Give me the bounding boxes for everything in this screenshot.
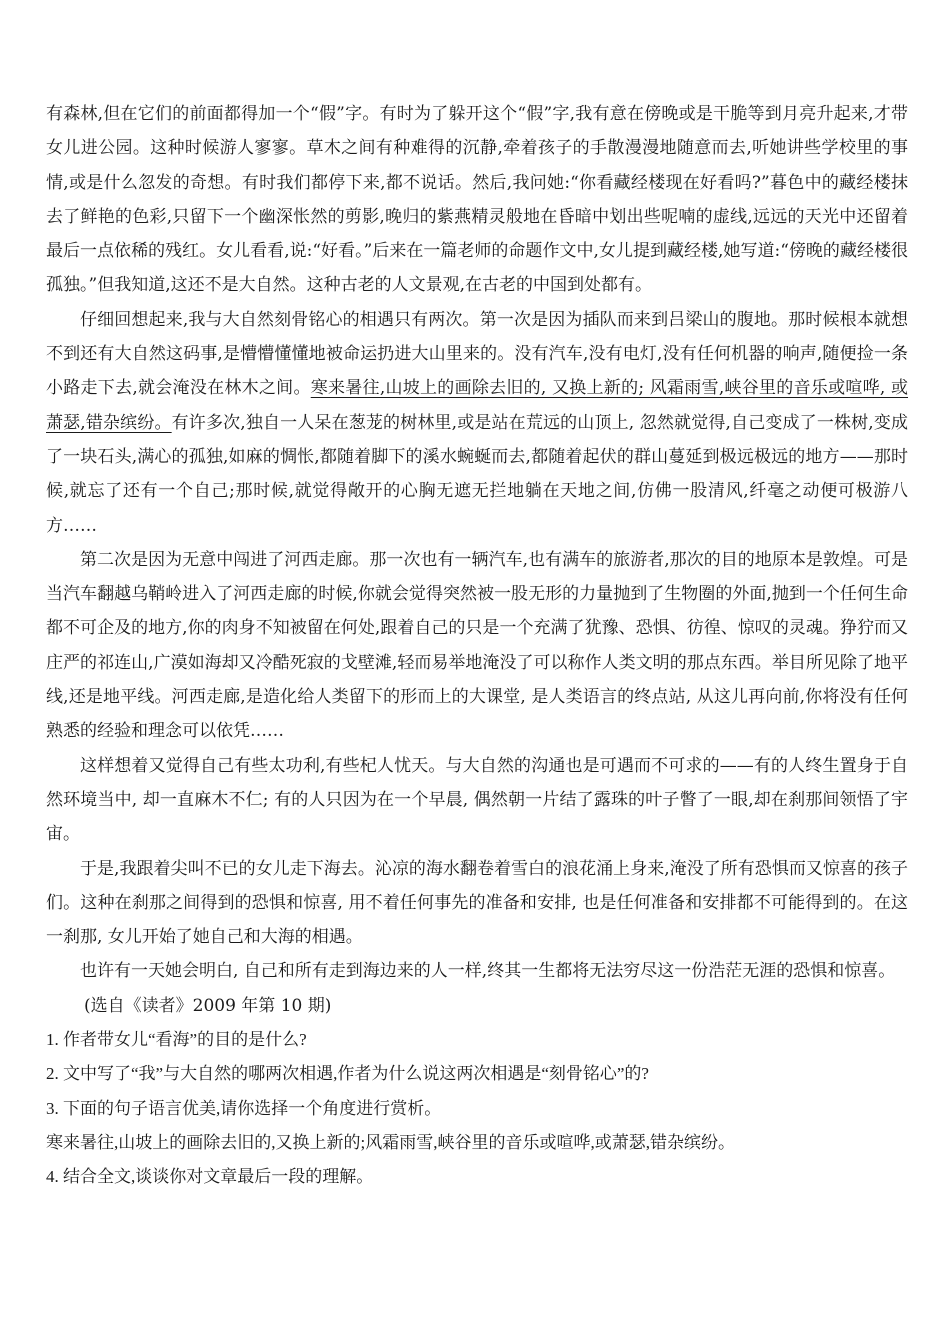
paragraph-4: 这样想着又觉得自己有些太功利,有些杞人忧天。与大自然的沟通也是可遇而不可求的——有的人终生置身于自然环境当中, 却一直麻木不仁; 有的人只因为在一个早晨, 偶然朝一片结了露珠的叶子瞥了一眼,却在刹那间领悟了宇宙。 xyxy=(46,755,908,845)
article-body xyxy=(46,97,908,1195)
question-3: 3. 下面的句子语言优美,请你选择一个角度进行赏析。 xyxy=(46,1098,442,1118)
paragraph-6: 也许有一天她会明白, 自己和所有走到海边来的人一样,终其一生都将无法穷尽这一份浩茫无涯的恐惧和惊喜。 xyxy=(80,961,896,982)
question-3-quoted-sentence: 寒来暑往,山坡上的画除去旧的,又换上新的;风霜雨雪,峡谷里的音乐或喧哗,或萧瑟,错杂缤纷。 xyxy=(46,1132,735,1152)
paragraph-2-start: 仔细回想起来,我与大自然刻骨铭心的相遇只有两次。第一次是因为插队而来到吕梁山的腹地。那时候根本就想不到还有大自然这码事,是懵懵懂懂地被命运扔进大山里来的。没有汽车,没有电灯,没有任何机器的响声,随便捡一条小路走下去,就会淹没在林木之间。 xyxy=(46,309,908,399)
question-1: 1. 作者带女儿“看海”的目的是什么? xyxy=(46,1030,307,1050)
paragraph-2-end: 有许多次,独自一人呆在葱茏的树林里,或是站在荒远的山顶上, 忽然就觉得,自己变成了一株树,变成了一块石头,满心的孤独,如麻的惆怅,都随着脚下的溪水蜿蜒而去,都随着起伏的群山蔓延到极远极远的地方——那时候,就忘了还有一个自己;那时候,就觉得敞开的心胸无遮无拦地躺在天地之间,仿佛一股清风,纤毫之动便可极游八方…… xyxy=(46,412,909,536)
source-citation: (选自《读者》2009 年第 10 期) xyxy=(84,995,332,1016)
paragraph-1: 有森林,但在它们的前面都得加一个“假”字。有时为了躲开这个“假”字,我有意在傍晚或是干脆等到月亮升起来,才带女儿进公园。这种时候游人寥寥。草木之间有种难得的沉静,牵着孩子的手散漫漫地随意而去,听她讲些学校里的事情,或是什么忽发的奇想。有时我们都停下来,都不说话。然后,我问她:“你看藏经楼现在好看吗?”暮色中的藏经楼抹去了鲜艳的色彩,只留下一个幽深怅然的剪影,晚归的紫燕精灵般地在昏暗中划出些呢喃的虚线,远远的天光中还留着最后一点依稀的残红。女儿看看,说:“好看。”后来在一篇老师的命题作文中,女儿提到藏经楼,她写道:“傍晚的藏经楼很孤独。”但我知道,这还不是大自然。这种古老的人文景观,在古老的中国到处都有。 xyxy=(46,104,908,296)
paragraph-3: 第二次是因为无意中闯进了河西走廊。那一次也有一辆汽车,也有满车的旅游者,那次的目的地原本是敦煌。可是当汽车翻越乌鞘岭进入了河西走廊的时候,你就会觉得突然被一股无形的力量抛到了生物圈的外面,抛到一个任何生命都不可企及的地方,你的肉身不知被留在何处,跟着自己的只是一个充满了犹豫、恐惧、彷徨、惊叹的灵魂。狰狞而又庄严的祁连山,广漠如海却又冷酷死寂的戈壁滩,轻而易举地淹没了可以称作人类文明的那点东西。举目所见除了地平线,还是地平线。河西走廊,是造化给人类留下的形而上的大课堂, 是人类语言的终点站, 从这儿再向前,你将没有任何熟悉的经验和理念可以依凭…… xyxy=(46,549,908,742)
question-4: 4. 结合全文,谈谈你对文章最后一段的理解。 xyxy=(46,1167,374,1187)
paragraph-5: 于是,我跟着尖叫不已的女儿走下海去。沁凉的海水翻卷着雪白的浪花涌上身来,淹没了所有恐惧而又惊喜的孩子们。这种在刹那之间得到的恐惧和惊喜, 用不着任何事先的准备和安排, 也是任何准备和安排都不可能得到的。在这一刹那, 女儿开始了她自己和大海的相遇。 xyxy=(46,858,908,948)
question-2: 2. 文中写了“我”与大自然的哪两次相遇,作者为什么说这两次相遇是“刻骨铭心”的? xyxy=(46,1064,649,1084)
paragraph-2 xyxy=(46,303,908,543)
underlined-sentence: 寒来暑往,山坡上的画除去旧的, 又换上新的; 风霜雨雪,峡谷里的音乐或喧哗, 或萧瑟,错杂缤纷。 xyxy=(46,378,909,433)
